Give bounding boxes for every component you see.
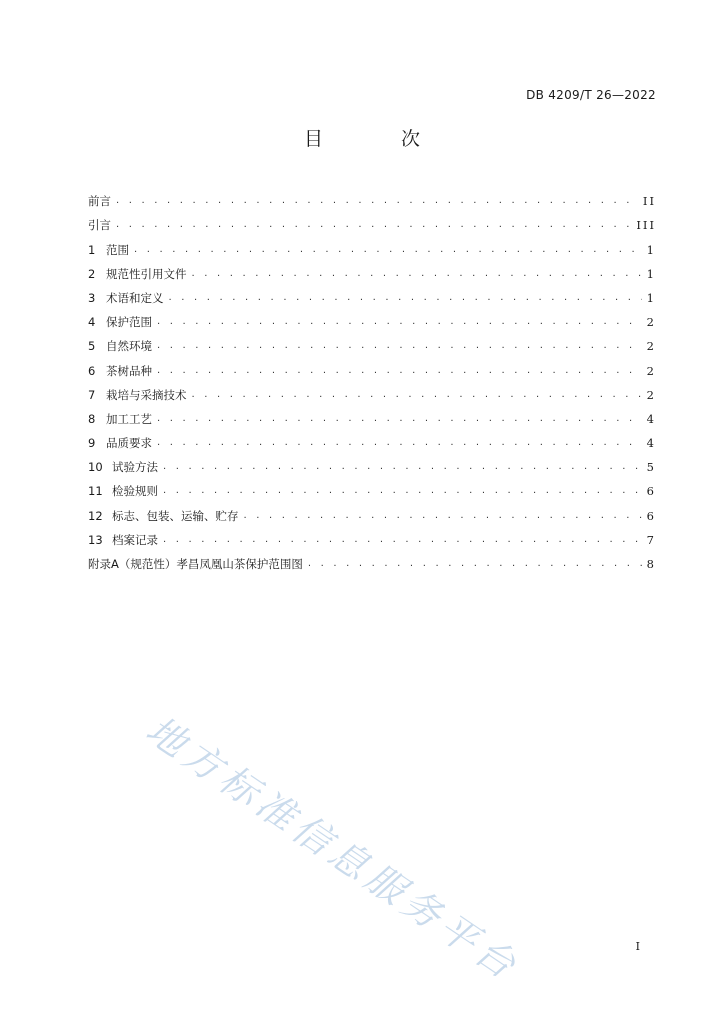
toc-entry-label: 栽培与采摘技术 [106,387,187,402]
toc-entry-label: 引言 [88,218,111,233]
toc-entry[interactable] [88,210,656,234]
dot-leader [163,482,642,500]
toc-entry-page: 6 [646,508,656,523]
toc-entry[interactable] [88,380,656,404]
toc-entry-page: 4 [646,411,656,426]
toc-entry-page: 2 [646,315,656,330]
dot-leader [192,386,642,404]
toc-entry-page: 2 [646,363,656,378]
toc-entry-number: 9 [88,436,96,451]
toc-entry-page: 1 [646,242,656,257]
toc-entry-number: 4 [88,315,96,330]
toc-entry[interactable] [88,428,656,452]
toc-entry-label: 试验方法 [112,460,158,475]
toc-entry[interactable] [88,283,656,307]
toc-entry-page: 7 [646,532,656,547]
toc-entry-number: 3 [88,290,96,305]
document-id: DB 4209/T 26—2022 [526,88,656,102]
dot-leader [192,265,642,283]
toc-entry-page: 1 [646,290,656,305]
dot-leader [157,362,642,380]
toc-entry-page: 5 [646,460,656,475]
toc-entry-page: 1 [646,266,656,281]
dot-leader [157,410,642,428]
dot-leader [157,337,642,355]
toc-entry[interactable] [88,549,656,573]
toc-entry[interactable] [88,500,656,524]
watermark: 地方标准信息服务平台 [138,707,528,990]
toc-entry-number: 11 [88,484,103,499]
toc-entry-page: III [636,218,656,233]
toc-entry-label: 检验规则 [112,484,158,499]
toc-entry-label: 规范性引用文件 [106,266,187,281]
toc-entry-number: 7 [88,387,96,402]
toc-entry[interactable] [88,307,656,331]
toc-entry-label: 标志、包装、运输、贮存 [112,508,239,523]
toc-entry-number: 8 [88,411,96,426]
toc-entry-label: 自然环境 [106,339,152,354]
table-of-contents [88,186,656,573]
page-title: 目 次 [303,128,457,150]
toc-entry-number: 6 [88,363,96,378]
toc-entry[interactable] [88,186,656,210]
toc-entry-label: 加工工艺 [106,411,152,426]
dot-leader [157,313,642,331]
dot-leader [308,555,642,573]
toc-entry-page: 4 [646,436,656,451]
toc-entry[interactable] [88,525,656,549]
toc-entry-number: 12 [88,508,103,523]
toc-entry[interactable] [88,404,656,428]
toc-entry-page: 8 [646,557,656,571]
toc-entry[interactable] [88,476,656,500]
toc-entry-page: II [642,194,656,209]
toc-entry[interactable] [88,259,656,283]
dot-leader [116,216,631,234]
toc-entry[interactable] [88,355,656,379]
dot-leader [157,434,642,452]
toc-entry-number: 2 [88,266,96,281]
toc-entry-number: 1 [88,242,96,257]
toc-entry-number: 13 [88,532,103,547]
dot-leader [163,531,642,549]
dot-leader [244,507,642,525]
toc-entry-number: 10 [88,460,103,475]
toc-entry-label: 保护范围 [106,315,152,330]
toc-entry[interactable] [88,452,656,476]
dot-leader [116,192,638,210]
toc-entry-label: 品质要求 [106,436,152,451]
page-number: I [635,940,640,953]
toc-entry[interactable] [88,331,656,355]
toc-entry-label: 前言 [88,194,111,209]
toc-entry-label: 附录A（规范性）孝昌凤凰山茶保护范围图 [88,557,303,571]
toc-entry-label: 术语和定义 [106,290,164,305]
toc-entry-label: 档案记录 [112,532,158,547]
dot-leader [163,458,642,476]
toc-entry-page: 2 [646,339,656,354]
toc-entry-page: 2 [646,387,656,402]
toc-entry-label: 范围 [106,242,129,257]
dot-leader [169,289,642,307]
toc-entry-page: 6 [646,484,656,499]
toc-entry-label: 茶树品种 [106,363,152,378]
toc-entry-number: 5 [88,339,96,354]
toc-entry[interactable] [88,234,656,258]
dot-leader [134,241,642,259]
